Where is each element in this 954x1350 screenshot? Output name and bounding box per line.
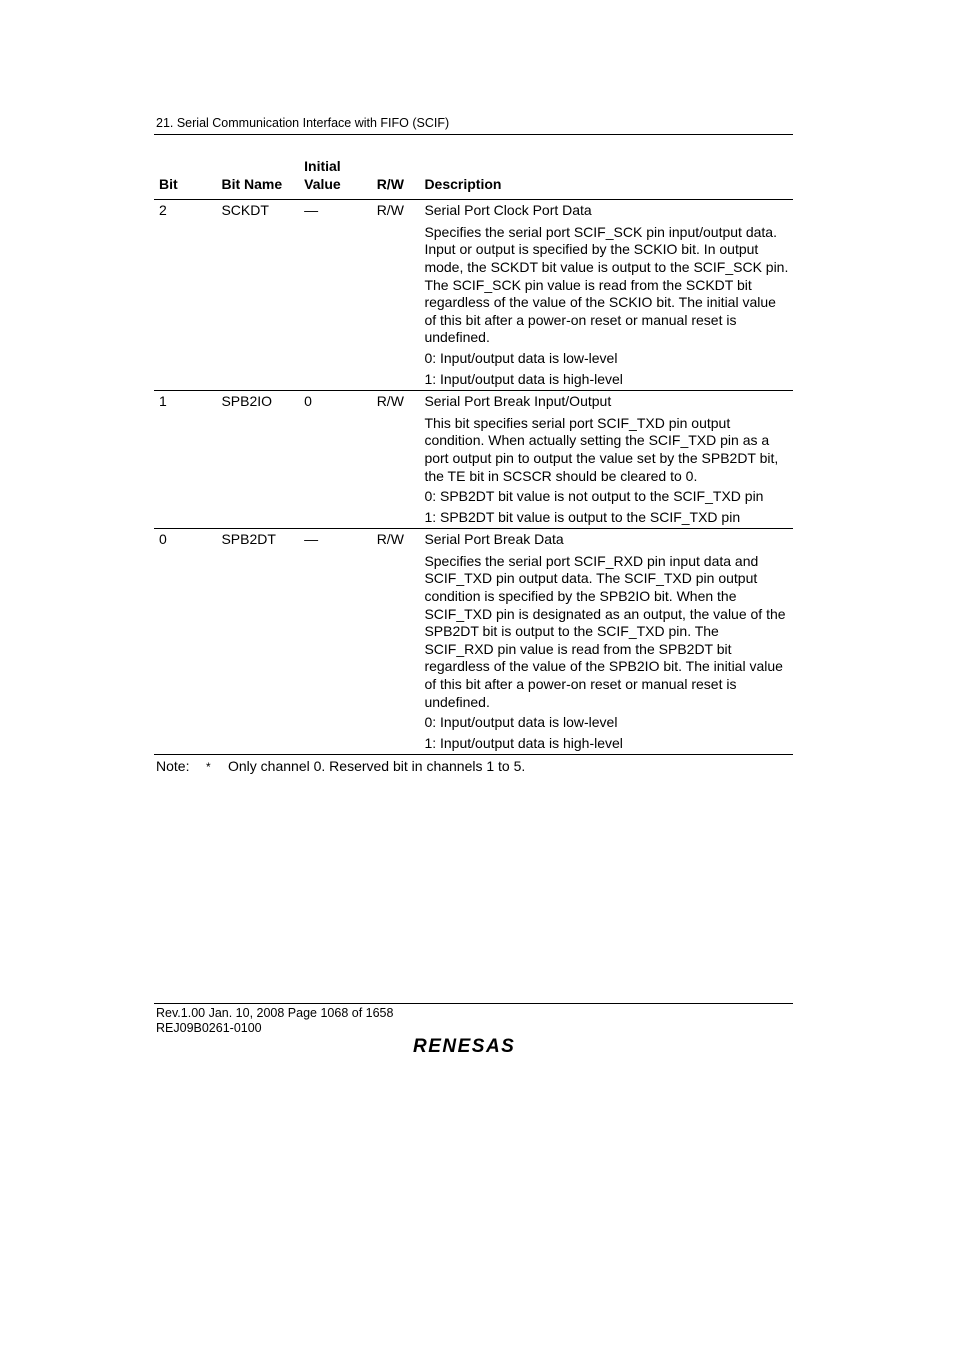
cell-initial-value: — (304, 529, 377, 755)
description-body: Specifies the serial port SCIF_RXD pin input data and SCIF_TXD pin output data. The SCIF_TXD pin output condition is specified by the SPB2IO bit. When the SCIF_TXD pin is designated as an output, the value of the SPB2DT bit is output to the SCIF_TXD pin. The SCIF_RXD pin value is read from the SPB2DT bit regardless of the value of the SPB2IO bit. The initial value of this bit after a power-on reset or manual reset is undefined. (424, 552, 786, 710)
renesas-logo-wordmark: RENESAS (413, 1036, 516, 1057)
description-option-0: 0: Input/output data is low-level (424, 714, 618, 731)
cell-description (423, 529, 793, 755)
note-text: Only channel 0. Reserved bit in channels 1 to 5. (228, 758, 526, 774)
description-option-1: 1: SPB2DT bit value is output to the SCIF_TXD pin (424, 508, 741, 525)
description-option-0: 0: Input/output data is low-level (424, 349, 618, 366)
cell-bit: 2 (154, 200, 221, 391)
cell-bit-name: SPB2DT (221, 529, 304, 755)
cell-bit-name: SCKDT (221, 200, 304, 391)
description-title: Serial Port Clock Port Data (424, 202, 592, 219)
table-row (154, 391, 793, 529)
renesas-logo (413, 1033, 533, 1057)
footer-revision: Rev.1.00 Jan. 10, 2008 Page 1068 of 1658 (156, 1006, 394, 1020)
description-option-0: 0: SPB2DT bit value is not output to the SCIF_TXD pin (424, 488, 764, 505)
col-header-bit: Bit (154, 158, 221, 200)
cell-bit: 0 (154, 529, 221, 755)
description-body: Specifies the serial port SCIF_SCK pin input/output data. Input or output is specified by the SCKIO bit. In output mode, the SCKDT bit value is output to the SCIF_SCK pin. The SCIF_SCK pin value is read from the SCKDT bit regardless of the value of the SCKIO bit. The initial value of this bit after a power-on reset or manual reset is undefined. (424, 223, 789, 346)
table-note (156, 758, 525, 776)
section-header: 21. Serial Communication Interface with FIFO (SCIF) (156, 116, 450, 130)
col-header-initial-line1: Initial (304, 158, 341, 174)
description-option-1: 1: Input/output data is high-level (424, 370, 623, 387)
cell-description (423, 200, 793, 391)
cell-rw: R/W (377, 391, 424, 529)
col-header-bit-name: Bit Name (221, 158, 304, 200)
footer-rule (154, 1003, 793, 1004)
cell-initial-value: — (304, 200, 377, 391)
description-body: This bit specifies serial port SCIF_TXD pin output condition. When actually setting the SCIF_TXD pin as a port output pin to output the value set by the SPB2DT bit, the TE bit in SCSCR should be cleared to 0. (424, 414, 779, 484)
footer-document-code: REJ09B0261-0100 (156, 1021, 262, 1035)
cell-rw: R/W (377, 200, 424, 391)
cell-rw: R/W (377, 529, 424, 755)
register-bit-table (154, 158, 793, 755)
note-label: Note: (156, 758, 190, 774)
col-header-initial-line2: Value (304, 175, 341, 192)
col-header-rw: R/W (377, 158, 424, 200)
description-title: Serial Port Break Input/Output (424, 393, 612, 410)
description-option-1: 1: Input/output data is high-level (424, 734, 623, 751)
table-row (154, 200, 793, 391)
header-rule (154, 134, 793, 135)
col-header-initial-value (304, 158, 377, 200)
cell-bit: 1 (154, 391, 221, 529)
description-title: Serial Port Break Data (424, 531, 564, 548)
note-asterisk: * (206, 760, 211, 774)
cell-bit-name: SPB2IO (221, 391, 304, 529)
table-row (154, 529, 793, 755)
table-header-row (154, 158, 793, 200)
col-header-description: Description (423, 158, 793, 200)
cell-description (423, 391, 793, 529)
cell-initial-value: 0 (304, 391, 377, 529)
